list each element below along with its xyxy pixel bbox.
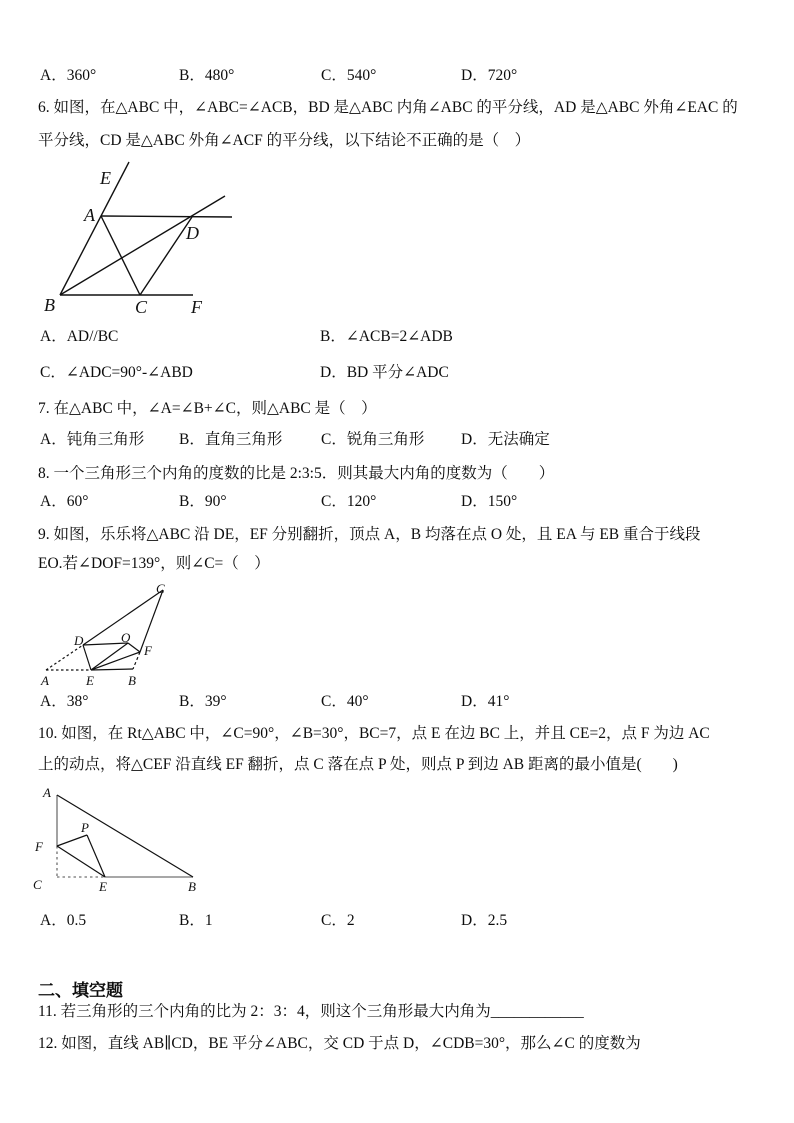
q9-vertex-label-c: C: [156, 581, 165, 596]
q9-vertex-label-o: O: [121, 630, 131, 645]
question-7-line-1: 7. 在△ABC 中，∠A=∠B+∠C，则△ABC 是（ ）: [38, 400, 377, 417]
section-2-heading: 二、填空题: [38, 981, 123, 1000]
q6-vertex-label-a: A: [84, 205, 95, 225]
q8-option-b: B．90°: [179, 493, 227, 510]
q9-vertex-label-b: B: [128, 673, 136, 688]
q10-figure-svg: [30, 785, 205, 895]
q9-option-a: A．38°: [40, 693, 89, 710]
q8-option-a: A．60°: [40, 493, 89, 510]
question-6-figure: [40, 160, 250, 315]
q10-option-d: D．2.5: [461, 912, 508, 929]
q6-figure-svg: [40, 160, 250, 315]
question-6-line-2: 平分线，CD 是△ABC 外角∠ACF 的平分线，以下结论不正确的是（ ）: [38, 132, 531, 149]
q7-option-c: C．锐角三角形: [321, 431, 425, 448]
question-9-figure: [25, 582, 230, 690]
q7-option-d: D．无法确定: [461, 431, 550, 448]
q6-option-a: A．AD//BC: [40, 328, 119, 345]
q6-vertex-label-e: E: [100, 168, 111, 188]
q9-option-d: D．41°: [461, 693, 510, 710]
prev-option-c: C．540°: [321, 67, 377, 84]
q10-vertex-label-e: E: [99, 879, 107, 894]
q10-option-a: A．0.5: [40, 912, 87, 929]
prev-option-d: D．720°: [461, 67, 518, 84]
q7-option-a: A．钝角三角形: [40, 431, 145, 448]
q6-option-b: B．∠ACB=2∠ADB: [320, 328, 453, 345]
q6-option-c: C．∠ADC=90°-∠ABD: [40, 364, 193, 381]
q6-vertex-label-d: D: [186, 223, 199, 243]
q10-vertex-label-b: B: [188, 879, 196, 894]
q6-vertex-label-b: B: [44, 295, 55, 315]
q9-vertex-label-f: F: [144, 643, 152, 658]
q6-vertex-label-c: C: [135, 297, 148, 317]
q10-vertex-label-f: F: [35, 839, 43, 854]
question-11-line-1: 11. 若三角形的三个内角的比为 2：3：4，则这个三角形最大内角为____________: [38, 1003, 584, 1020]
question-10-figure: [30, 785, 205, 895]
q9-option-c: C．40°: [321, 693, 369, 710]
prev-option-b: B．480°: [179, 67, 235, 84]
prev-option-a: A．360°: [40, 67, 97, 84]
q10-vertex-label-a: A: [43, 785, 51, 800]
q10-option-c: C．2: [321, 912, 355, 929]
q6-vertex-label-f: F: [191, 297, 202, 317]
q9-vertex-label-a: A: [41, 673, 49, 688]
question-12-line-1: 12. 如图，直线 AB∥CD，BE 平分∠ABC，交 CD 于点 D，∠CDB=30°，那么∠C 的度数为: [38, 1035, 641, 1052]
q10-vertex-label-c: C: [33, 877, 42, 892]
q8-option-c: C．120°: [321, 493, 377, 510]
question-10-line-1: 10. 如图，在 Rt△ABC 中，∠C=90°，∠B=30°，BC=7，点 E 在边 BC 上，并且 CE=2，点 F 为边 AC: [38, 725, 710, 742]
q9-vertex-label-d: D: [74, 633, 84, 648]
question-9-line-1: 9. 如图，乐乐将△ABC 沿 DE，EF 分别翻折，顶点 A，B 均落在点 O 处，且 EA 与 EB 重合于线段: [38, 526, 701, 543]
question-10-line-2: 上的动点，将△CEF 沿直线 EF 翻折，点 C 落在点 P 处，则点 P 到边 AB 距离的最小值是( ): [38, 756, 678, 773]
q6-option-d: D．BD 平分∠ADC: [320, 364, 449, 381]
q7-option-b: B．直角三角形: [179, 431, 283, 448]
q10-option-b: B．1: [179, 912, 213, 929]
q9-vertex-label-e: E: [86, 673, 94, 688]
q9-option-b: B．39°: [179, 693, 227, 710]
question-8-line-1: 8. 一个三角形三个内角的度数的比是 2:3:5．则其最大内角的度数为（ ）: [38, 465, 555, 482]
q8-option-d: D．150°: [461, 493, 518, 510]
question-6-line-1: 6. 如图，在△ABC 中，∠ABC=∠ACB，BD 是△ABC 内角∠ABC 的平分线，AD 是△ABC 外角∠EAC 的: [38, 99, 738, 116]
question-9-line-2: EO.若∠DOF=139°，则∠C=（ ）: [38, 555, 270, 572]
q10-vertex-label-p: P: [81, 820, 89, 835]
